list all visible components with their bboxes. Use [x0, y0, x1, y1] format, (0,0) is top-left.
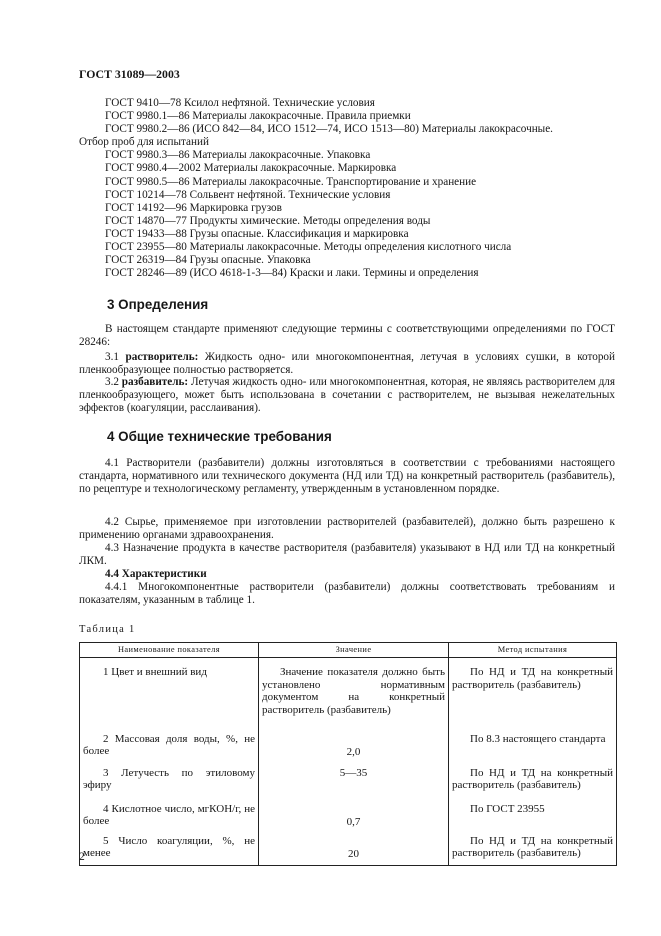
table-cell [259, 733, 449, 767]
reference-item: ГОСТ 19433—88 Грузы опасные. Классификация и маркировка [105, 227, 409, 240]
characteristics-table [79, 642, 617, 866]
table-row [80, 733, 617, 767]
definition-number: 3.1 [105, 351, 126, 363]
table-cell [80, 767, 259, 803]
indicator-name: 3 Летучесть по этиловому эфиру [83, 766, 255, 791]
section-3-intro: В настоящем стандарте применяют следующие термины с соответствующими определениями по ГОСТ 28246: [79, 323, 615, 348]
table-cell [80, 658, 259, 733]
column-header: Метод испытания [449, 643, 617, 658]
reference-item: ГОСТ 26319—84 Грузы опасные. Упаковка [105, 254, 311, 267]
indicator-value: Значение показателя должно быть установлено нормативным документом на конкретный растворитель (разбавитель) [262, 666, 445, 716]
table-cell [449, 835, 617, 866]
definition-text: Жидкость одно- или многокомпонентная, летучая в условиях сушки, в которой пленкообразующее полностью растворяется. [79, 351, 616, 376]
subsection-title: 4.4 Характеристики [105, 568, 207, 580]
indicator-name: 2 Массовая доля воды, %, не более [83, 732, 255, 757]
table-cell [259, 803, 449, 835]
table-cell [449, 767, 617, 803]
section-4-title: 4 Общие технические требования [107, 429, 332, 444]
table-cell [259, 767, 449, 803]
indicator-value: 0,7 [346, 815, 361, 828]
table-cell [259, 835, 449, 866]
table-caption: Таблица 1 [79, 624, 136, 635]
reference-item: ГОСТ 9410—78 Ксилол нефтяной. Технические условия [105, 97, 375, 109]
paragraph-4-3: 4.3 Назначение продукта в качестве растворителя (разбавителя) указывают в НД или ТД на конкретный ЛКМ. [79, 542, 615, 567]
table-cell [80, 733, 259, 767]
test-method: По НД и ТД на конкретный растворитель (разбавитель) [452, 766, 613, 791]
table-row [80, 658, 617, 733]
indicator-value: 2,0 [346, 745, 361, 758]
definition-diluent [79, 376, 615, 415]
definition-number: 3.2 [105, 376, 122, 388]
reference-item: ГОСТ 9980.1—86 Материалы лакокрасочные. Правила приемки [105, 110, 411, 123]
reference-item: ГОСТ 9980.2—86 (ИСО 842—84, ИСО 1512—74, ИСО 1513—80) Материалы лакокрасочные. [105, 123, 553, 136]
table-row [80, 835, 617, 866]
paragraph-4-2: 4.2 Сырье, применяемое при изготовлении растворителей (разбавителей), должно быть разрешено к применению органами здравоохранения. [79, 516, 615, 541]
table-cell [259, 658, 449, 733]
reference-item: ГОСТ 10214—78 Сольвент нефтяной. Технические условия [105, 188, 391, 201]
indicator-value: 5—35 [339, 766, 368, 779]
table-cell [80, 835, 259, 866]
reference-item: ГОСТ 14870—77 Продукты химические. Методы определения воды [105, 214, 431, 227]
column-header: Наименование показателя [80, 643, 259, 658]
table-row [80, 767, 617, 803]
definition-text: Летучая жидкость одно- или многокомпонентная, которая, не являясь растворителем для пленкообразующего, может быть использована в сочетании с растворителем, не вызывая нежелательных эффектов (коагуляции, расслаивания). [79, 376, 615, 414]
paragraph-4-4-title [79, 568, 615, 581]
reference-item: ГОСТ 9980.3—86 Материалы лакокрасочные. Упаковка [105, 149, 371, 162]
test-method: По ГОСТ 23955 [470, 802, 545, 815]
column-header: Значение [259, 643, 449, 658]
reference-item: ГОСТ 23955—80 Материалы лакокрасочные. Методы определения кислотного числа [105, 241, 512, 254]
section-3-title: 3 Определения [107, 297, 209, 312]
table-row [80, 803, 617, 835]
definition-term: разбавитель: [121, 376, 189, 388]
indicator-name: 5 Число коагуляции, %, не менее [83, 834, 255, 859]
paragraph-4-4-1: 4.4.1 Многокомпонентные растворители (разбавители) должны соответствовать требованиям и показателям, указанным в таблице 1. [79, 581, 615, 606]
test-method: По 8.3 настоящего стандарта [470, 732, 606, 745]
table-cell [449, 803, 617, 835]
reference-item: Отбор проб для испытаний [79, 136, 209, 149]
reference-list [79, 97, 615, 280]
indicator-name: 1 Цвет и внешний вид [103, 666, 207, 678]
indicator-name: 4 Кислотное число, мгКОН/г, не более [83, 802, 255, 827]
table-cell [80, 803, 259, 835]
reference-item: ГОСТ 9980.4—2002 Материалы лакокрасочные. Маркировка [105, 162, 397, 175]
indicator-value: 20 [348, 847, 359, 860]
document-code: ГОСТ 31089—2003 [79, 67, 180, 81]
table-header-row [80, 643, 617, 658]
definition-term: растворитель: [125, 351, 199, 363]
paragraph-4-1: 4.1 Растворители (разбавители) должны изготовляться в соответствии с требованиями настоящего стандарта, нормативного или технического документа (НД или ТД) на конкретный растворитель (разбавитель), по рецептуре и технологическому регламенту, утвержденным в установленном порядке. [79, 457, 615, 495]
test-method: По НД и ТД на конкретный растворитель (разбавитель) [452, 666, 613, 691]
test-method: По НД и ТД на конкретный растворитель (разбавитель) [452, 834, 613, 859]
table-cell [449, 733, 617, 767]
reference-item: ГОСТ 14192—96 Маркировка грузов [105, 201, 282, 214]
reference-item: ГОСТ 28246—89 (ИСО 4618-1-3—84) Краски и лаки. Термины и определения [105, 267, 479, 280]
table-cell [449, 658, 617, 733]
page-number: 2 [79, 851, 85, 863]
reference-item: ГОСТ 9980.5—86 Материалы лакокрасочные. Транспортирование и хранение [105, 175, 477, 188]
definition-solvent [79, 351, 615, 377]
